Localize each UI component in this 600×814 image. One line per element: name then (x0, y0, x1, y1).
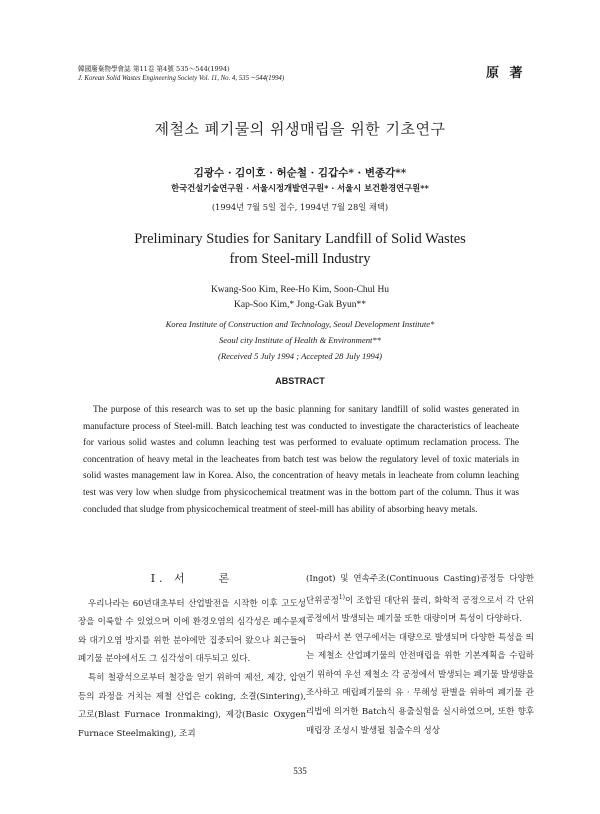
intro-paragraph-2: 특히 철광석으로부터 철강을 얻기 위하여 제선, 제강, 압연 등의 과정을 거치는 제철 산업은 coking, 소결(Sintering), 고로(Blast Furnace Ironmaking), 제강(Basic Oxygen Furnace Steelmaking), 조괴 (78, 672, 306, 739)
intro-p2-cont-text-b: 이 조합된 대단위 물리, 화학적 공정으로서 각 단위공정에서 발생되는 폐기물 또한 대량이며 특성이 다양하다. (306, 595, 534, 625)
abstract-heading: ABSTRACT (275, 376, 325, 386)
journal-english-line: J. Korean Solid Wastes Engineering Society Vol. 11, No. 4, 535〜544(1994) (78, 75, 285, 82)
english-affiliation-line-1: Korea Institute of Construction and Technology, Seoul Development Institute* (165, 319, 435, 329)
journal-korean-line: 韓國廢棄物學會誌 第11卷 第4號 535〜544(1994) (78, 65, 230, 73)
english-title-line-1: Preliminary Studies for Sanitary Landfill of Solid Wastes (134, 231, 466, 247)
right-column (306, 570, 534, 740)
english-title (0, 229, 600, 269)
korean-affiliations: 한국건설기술연구원 · 서울시정개발연구원* · 서울시 보건환경연구원** (171, 183, 429, 193)
english-authors-line-1: Kwang-Soo Kim, Ree-Ho Kim, Soon-Chul Hu (210, 285, 390, 295)
korean-authors: 김광수 · 김이호 · 허순철 · 김갑수* · 변종각** (193, 167, 407, 179)
reference-marker: 1) (338, 593, 346, 601)
page-number: 535 (293, 766, 307, 776)
english-authors (0, 283, 600, 313)
english-affiliations (0, 316, 600, 364)
left-column (78, 570, 306, 743)
section-heading-introduction: I. 서 론 (150, 572, 234, 585)
intro-paragraph-3: 따라서 본 연구에서는 대량으로 발생되며 다양한 특성을 띄는 제철소 산업폐기물의 안전매립을 위한 기본계획을 수립하기 위하여 우선 제철소 각 공정에서 발생되는 폐기물 발생량을 조사하고 매립폐기물의 유 · 무해성 판별을 위하여 폐기물 관리법에 의거한 Batch식 용출실험을 실시하였으며, 또한 향후 매립장 조성시 발생될 침출수의 성상 (306, 632, 534, 736)
korean-dates: (1994년 7월 5일 접수, 1994년 7월 28일 채택) (211, 202, 389, 212)
abstract-text: The purpose of this research was to set up the basic planning for sanitary landfill of solid wastes generated in manufacture process of Steel-mill. Batch leaching test was conducted to investigate the characteristics of leacheate for various solid wastes and column leaching test was performed to evaluate optimum reclamation process. The concentration of heavy metal in the leacheates from batch test was below the regulatory level of toxic materials in solid wastes management law in Korea. Also, the concentration of heavy metals in leacheate from column leaching test was very low when sludge from physicochemical treatment was in the bottom part of the column. Thus it was concluded that sludge from physicochemical treatment of steel-mill has ability of absorbing heavy metals. (83, 405, 519, 515)
journal-header (78, 64, 284, 84)
article-type-badge: 原 著 (486, 66, 526, 81)
intro-p2-cont-text-a: (Ingot) 및 연속주조(Continuous Casting)공정등 다양한 단위공정 (306, 574, 534, 606)
english-affiliation-line-2: Seoul city Institute of Health & Environment** (219, 335, 381, 345)
intro-paragraph-2-continued (306, 570, 534, 629)
english-authors-line-2: Kap-Soo Kim,* Jong-Gak Byun** (234, 300, 366, 310)
received-accepted-dates: (Received 5 July 1994 ; Accepted 28 July 1994) (217, 351, 382, 361)
korean-title: 제철소 폐기물의 위생매립을 위한 기초연구 (154, 120, 446, 138)
english-title-line-2: from Steel-mill Industry (229, 251, 371, 267)
intro-paragraph-1: 우리나라는 60년대초부터 산업발전을 시작한 이후 고도성장을 이룩할 수 있었으며 이에 환경오염의 심각성은 폐수문제와 대기오염 방지를 위한 분야에만 집중되어 왔으나 최근들어 폐기물 분야에서도 그 심각성이 대두되고 있다. (78, 598, 306, 665)
